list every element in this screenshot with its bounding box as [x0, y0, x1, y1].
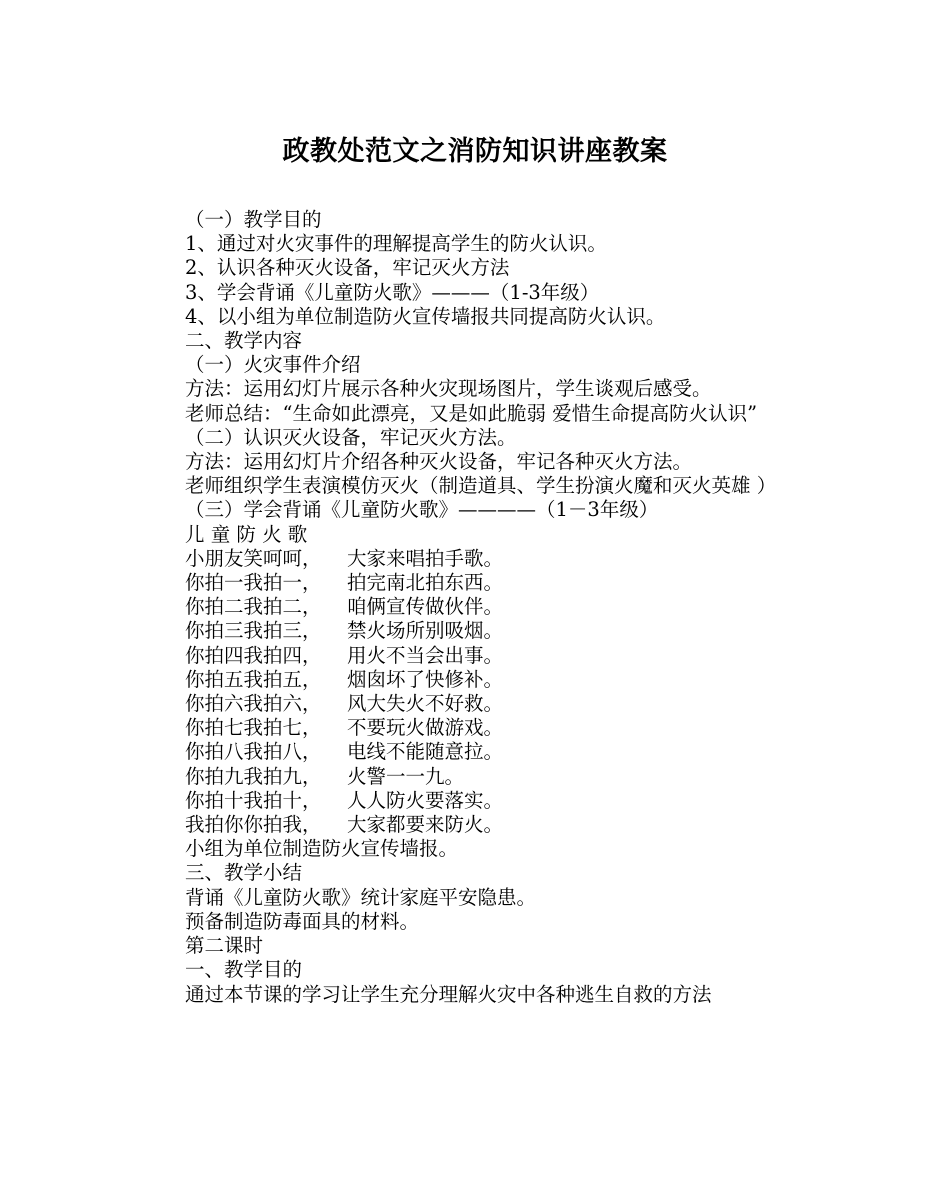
poem-line-second-half: 咱俩宣传做伙伴。 — [347, 595, 504, 619]
poem-line-second-half: 禁火场所别吸烟。 — [347, 619, 504, 643]
paragraph-teacher-summary: 老师总结：“生命如此漂亮，又是如此脆弱 爱惜生命提高防火认识” — [185, 401, 758, 425]
paragraph-section-2-heading: （二）认识灭火设备，牢记灭火方法。 — [185, 425, 517, 449]
poem-line — [143, 619, 823, 643]
paragraph-second-goal: 通过本节课的学习让学生充分理解火灾中各种逃生自救的方法 — [185, 982, 712, 1006]
paragraph-second-lesson: 第二课时 — [185, 934, 264, 958]
poem-line-second-half: 不要玩火做游戏。 — [347, 716, 504, 740]
poem-line — [143, 571, 823, 595]
poem — [143, 547, 823, 837]
poem-line-first-half: 你拍九我拍九， — [185, 764, 322, 788]
paragraph-second-goal-heading: 一、教学目的 — [185, 958, 303, 982]
paragraph-summary-1: 背诵《儿童防火歌》统计家庭平安隐患。 — [185, 885, 537, 909]
poem-line — [143, 789, 823, 813]
paragraph-summary-heading: 三、教学小结 — [185, 861, 303, 885]
poem-line-second-half: 电线不能随意拉。 — [347, 740, 504, 764]
poem-line — [143, 595, 823, 619]
poem-line-second-half: 人人防火要落实。 — [347, 788, 504, 812]
poem-line-first-half: 你拍四我拍四， — [185, 643, 322, 667]
poem-line-second-half: 风大失火不好救。 — [347, 692, 504, 716]
poem-line-first-half: 你拍十我拍十， — [185, 788, 322, 812]
poem-line-first-half: 你拍六我拍六， — [185, 692, 322, 716]
poem-line-first-half: 你拍二我拍二， — [185, 595, 322, 619]
poem-line-first-half: 小朋友笑呵呵， — [185, 546, 322, 570]
paragraph-goal-4: 4、以小组为单位制造防火宣传墙报共同提高防火认识。 — [185, 304, 666, 328]
poem-line-second-half: 烟囱坏了快修补。 — [347, 667, 504, 691]
paragraph-teacher-organize: 老师组织学生表演模仿灭火（制造道具、学生扮演火魔和灭火英雄 ） — [185, 474, 777, 498]
paragraph-section-1-heading: （一）火灾事件介绍 — [185, 353, 361, 377]
poem-line-first-half: 你拍三我拍三， — [185, 619, 322, 643]
document-title: 政教处范文之消防知识讲座教案 — [282, 136, 668, 167]
document-body — [143, 208, 823, 1007]
poem-line-second-half: 大家都要来防火。 — [347, 813, 504, 837]
paragraph-method-1: 方法：运用幻灯片展示各种火灾现场图片，学生谈观后感受。 — [185, 377, 712, 401]
paragraph-wall-newspaper: 小组为单位制造防火宣传墙报。 — [185, 837, 459, 861]
paragraph-goal-2: 2、认识各种灭火设备，牢记灭火方法 — [185, 256, 510, 280]
poem-line-first-half: 你拍七我拍七， — [185, 716, 322, 740]
paragraph-summary-2: 预备制造防毒面具的材料。 — [185, 909, 420, 933]
poem-line — [143, 765, 823, 789]
poem-line — [143, 813, 823, 837]
paragraph-content-heading: 二、教学内容 — [185, 329, 303, 353]
poem-line-first-half: 我拍你你拍我， — [185, 813, 322, 837]
poem-line — [143, 668, 823, 692]
poem-title: 儿 童 防 火 歌 — [185, 522, 308, 546]
poem-line-second-half: 大家来唱拍手歌。 — [347, 546, 504, 570]
paragraph-method-2: 方法：运用幻灯片介绍各种灭火设备，牢记各种灭火方法。 — [185, 450, 693, 474]
paragraph-goal-3: 3、学会背诵《儿童防火歌》———（1-3年级） — [185, 280, 600, 304]
poem-line — [143, 740, 823, 764]
poem-line-second-half: 用火不当会出事。 — [347, 643, 504, 667]
poem-line — [143, 547, 823, 571]
paragraph-section-3-heading: （三）学会背诵《儿童防火歌》————（1－3年级） — [185, 498, 659, 522]
poem-line-first-half: 你拍五我拍五， — [185, 667, 322, 691]
poem-line-second-half: 火警一一九。 — [347, 764, 465, 788]
poem-line-first-half: 你拍一我拍一， — [185, 571, 322, 595]
poem-line-first-half: 你拍八我拍八， — [185, 740, 322, 764]
poem-line — [143, 716, 823, 740]
poem-line — [143, 692, 823, 716]
poem-line-second-half: 拍完南北拍东西。 — [347, 571, 504, 595]
paragraph-teaching-goal-heading: （一）教学目的 — [185, 208, 322, 231]
poem-line — [143, 644, 823, 668]
paragraph-goal-1: 1、通过对火灾事件的理解提高学生的防火认识。 — [185, 232, 607, 256]
